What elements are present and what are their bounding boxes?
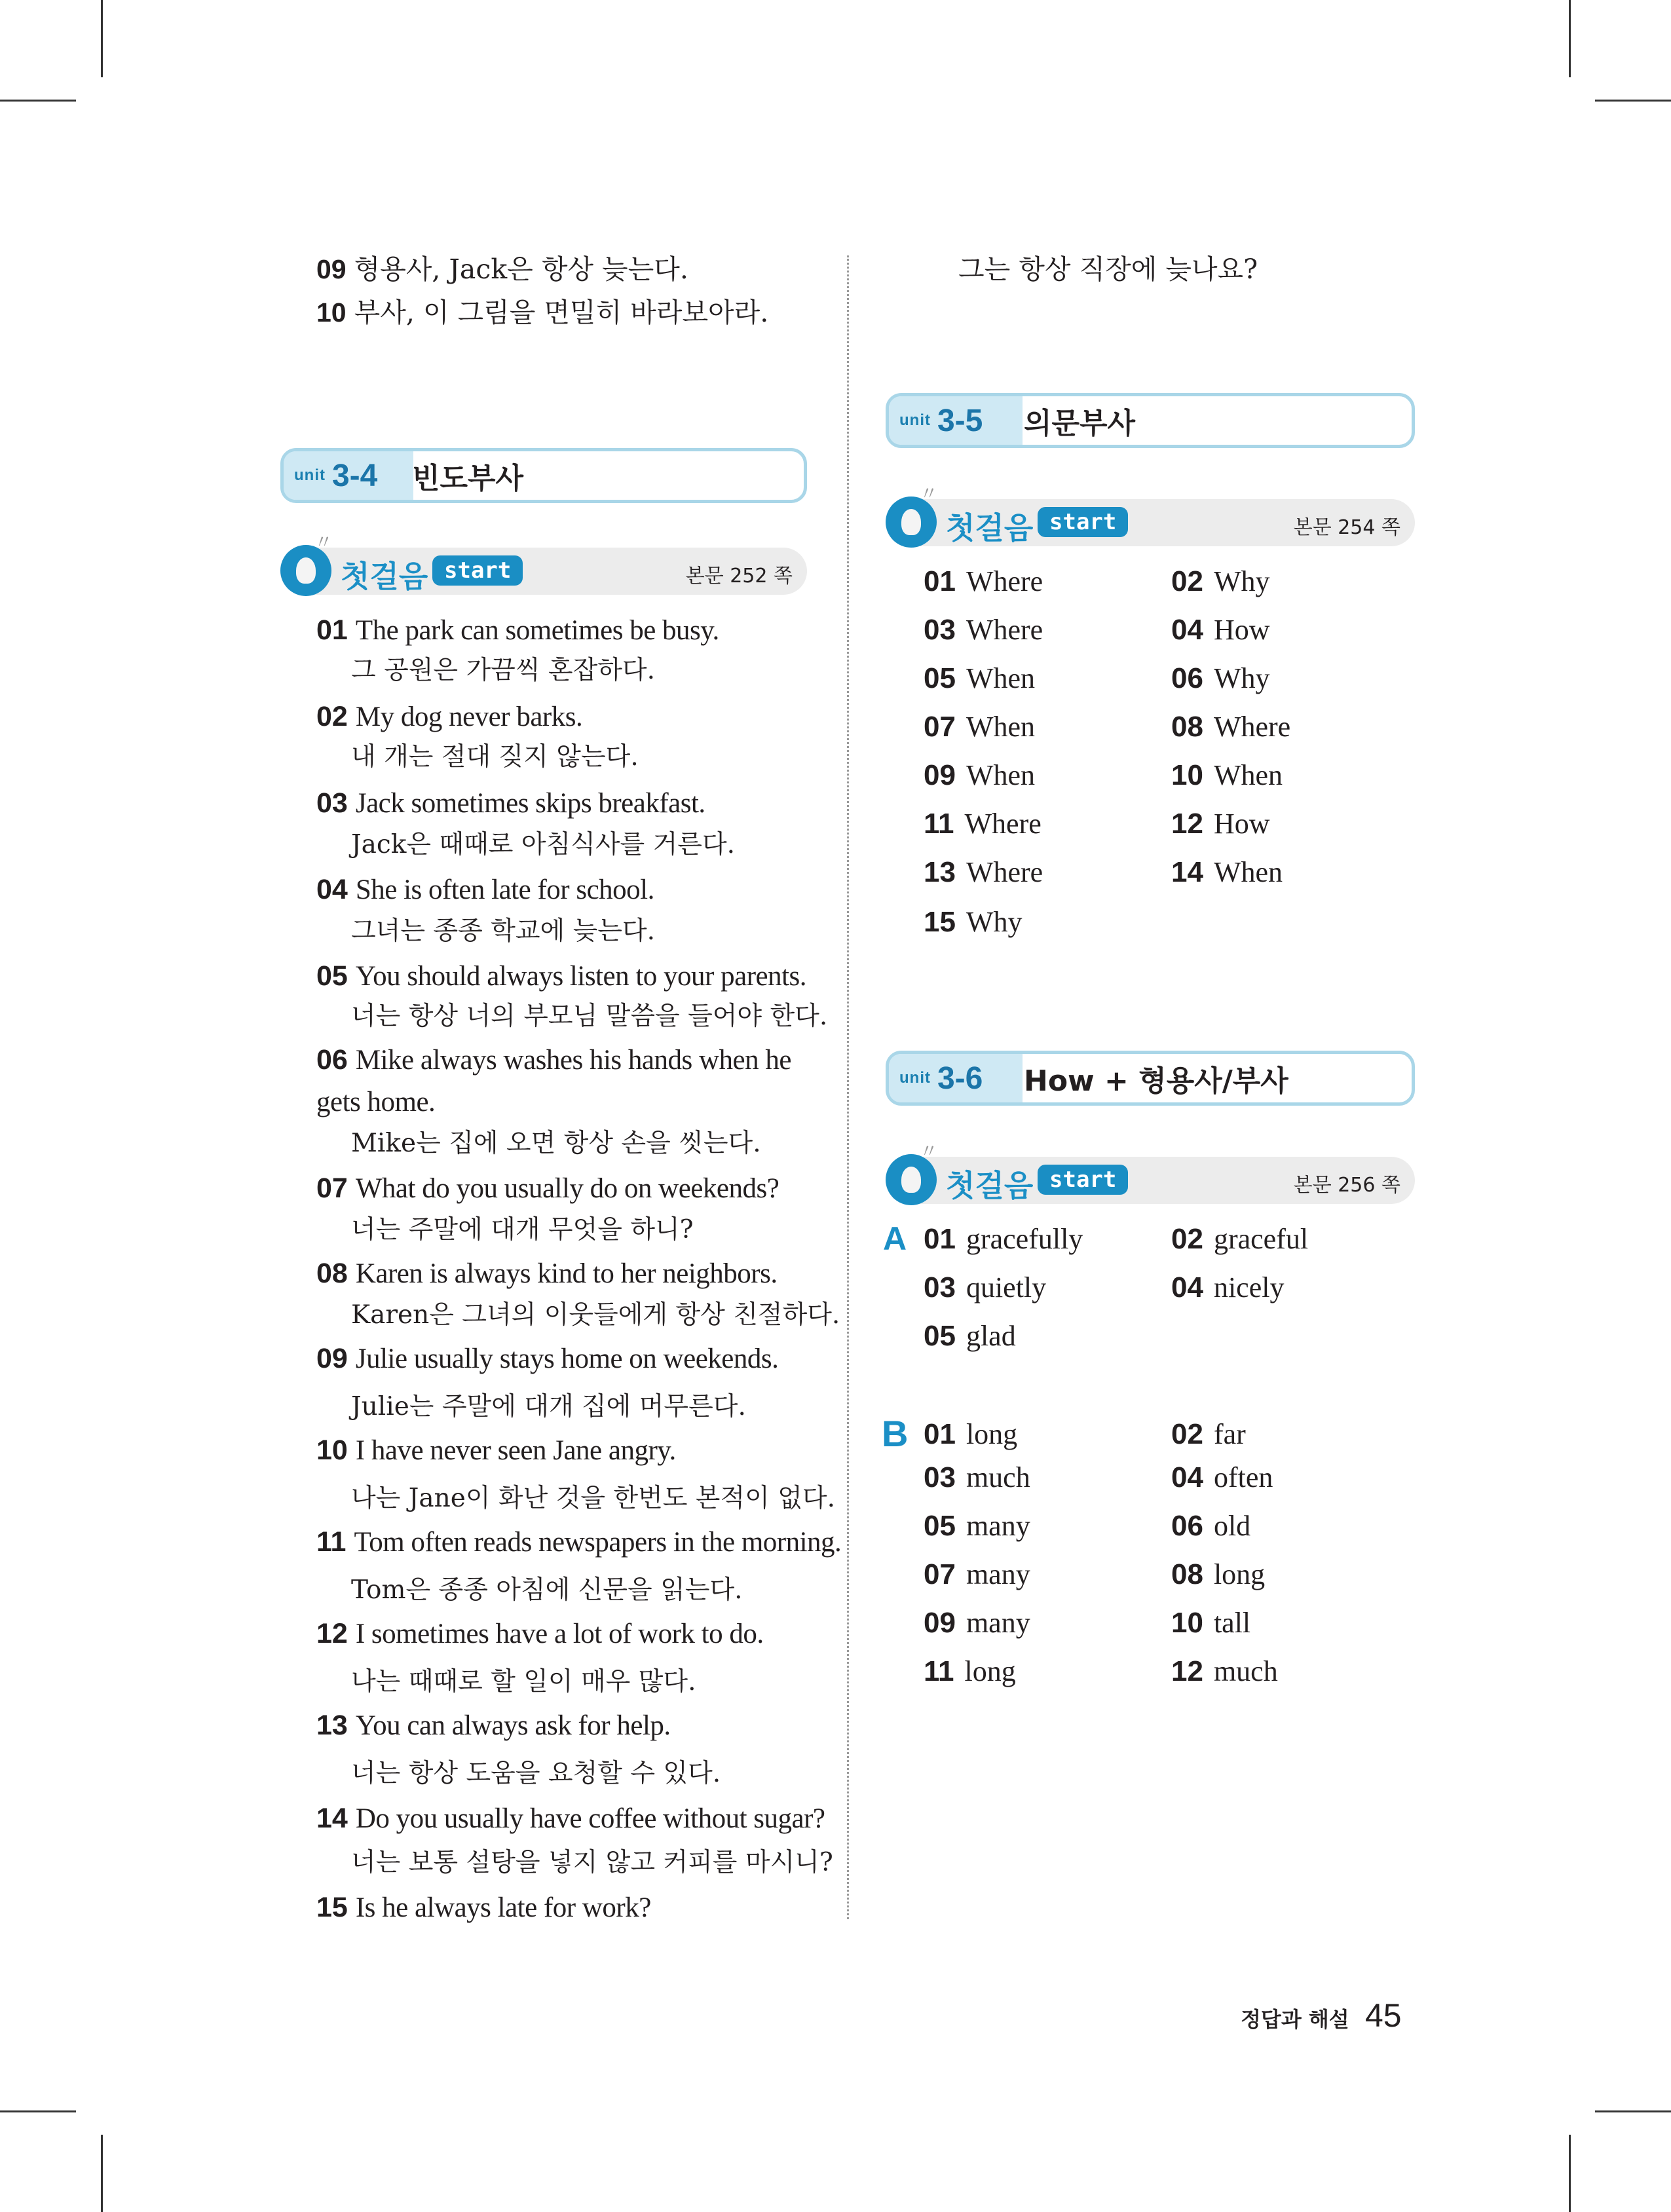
start-label: 첫걸음 (341, 559, 428, 594)
answer-item: 04 often (1171, 1461, 1273, 1493)
answer-item: 09 When (924, 759, 1036, 791)
spark-icon: 〃 (920, 483, 939, 504)
answer-line-cont: gets home. (316, 1087, 436, 1117)
start-bar-3-6 (886, 1140, 1415, 1204)
footer-label: 정답과 해설 (1241, 2007, 1349, 2032)
translation-line: 그녀는 종종 학교에 늦는다. (351, 916, 656, 946)
crop-mark (1569, 2135, 1571, 2212)
translation-line: 내 개는 절대 짖지 않는다. (351, 742, 639, 772)
start-bar-3-4 (280, 531, 807, 595)
answer-line: 06 Mike always washes his hands when he (316, 1044, 791, 1076)
answer-line: 11 Tom often reads newspapers in the morning. (316, 1526, 842, 1558)
page-reference: 본문 256 쪽 (1293, 1174, 1400, 1197)
translation-line: Tom은 종종 아침에 신문을 읽는다. (351, 1575, 743, 1605)
answer-line: 14 Do you usually have coffee without sugar? (316, 1803, 825, 1834)
answer-item: 11 Where (924, 808, 1042, 840)
translation-line: Mike는 집에 오면 항상 손을 씻는다. (351, 1129, 761, 1158)
answer-item: 03 much (924, 1461, 1030, 1493)
page-reference: 본문 254 쪽 (1293, 516, 1400, 539)
unit-header-3-5 (886, 393, 1415, 448)
crop-mark (0, 2110, 76, 2112)
answer-line: 15 Is he always late for work? (316, 1892, 651, 1923)
unit-tab: unit 3-6 (889, 1054, 1023, 1102)
answer-item: 08 long (1171, 1558, 1266, 1590)
translation-line: 너는 주말에 대개 무엇을 하니? (351, 1215, 694, 1245)
answer-line: 13 You can always ask for help. (316, 1710, 671, 1741)
carry-line-right: 그는 항상 직장에 늦나요? (958, 253, 1258, 285)
spark-icon: 〃 (920, 1140, 939, 1162)
answer-item: 10 tall (1171, 1607, 1251, 1639)
answer-line: 07 What do you usually do on weekends? (316, 1172, 779, 1204)
answer-item: 06 old (1171, 1510, 1251, 1542)
crop-mark (1595, 2110, 1671, 2112)
answer-item: 01 long (924, 1418, 1018, 1450)
translation-line: Julie는 주말에 대개 집에 머무른다. (351, 1392, 746, 1421)
unit-tab: unit 3-4 (284, 451, 413, 500)
answer-item: 15 Why (924, 906, 1023, 938)
answer-item: 07 When (924, 711, 1036, 743)
answer-item: 12 How (1171, 808, 1270, 840)
answer-item: 05 many (924, 1510, 1030, 1542)
translation-line: Jack은 때때로 아침식사를 거른다. (351, 830, 736, 859)
crop-mark (1569, 0, 1571, 77)
answer-item: 04 How (1171, 614, 1270, 646)
answer-line: 08 Karen is always kind to her neighbors. (316, 1258, 778, 1289)
crop-mark (0, 100, 76, 102)
translation-line: 그 공원은 가끔씩 혼잡하다. (351, 656, 656, 685)
carry-line: 09 형용사, Jack은 항상 늦는다. (316, 253, 688, 285)
answer-item: 13 Where (924, 856, 1043, 888)
answer-item: 09 many (924, 1607, 1030, 1639)
unit-title: 빈도부사 (412, 462, 524, 495)
translation-line: 너는 항상 도움을 요청할 수 있다. (351, 1759, 721, 1788)
section-a-label: A (883, 1220, 907, 1257)
answer-item: 03 Where (924, 614, 1043, 646)
spark-icon: 〃 (314, 531, 333, 553)
section-b-label: B (882, 1413, 909, 1454)
start-badge: start (432, 555, 523, 586)
answer-item: 08 Where (1171, 711, 1291, 743)
translation-line: 너는 보통 설탕을 넣지 않고 커피를 마시니? (351, 1848, 833, 1877)
page-reference: 본문 252 쪽 (685, 565, 793, 588)
answer-item: 05 When (924, 662, 1036, 694)
crop-mark (101, 2135, 103, 2212)
answer-item: 10 When (1171, 759, 1283, 791)
answer-item: 02 graceful (1171, 1223, 1309, 1255)
translation-line: 나는 Jane이 화난 것을 한번도 본적이 없다. (351, 1484, 835, 1513)
answer-item: 11 long (924, 1655, 1016, 1687)
answer-item: 01 Where (924, 565, 1043, 597)
unit-header-3-6 (886, 1051, 1415, 1106)
answer-item: 04 nicely (1171, 1271, 1285, 1303)
answer-line: 12 I sometimes have a lot of work to do. (316, 1618, 764, 1649)
answer-item: 03 quietly (924, 1271, 1047, 1303)
crop-mark (1595, 100, 1671, 102)
answer-item: 02 far (1171, 1418, 1246, 1450)
answer-line: 10 I have never seen Jane angry. (316, 1434, 676, 1466)
answer-item: 01 gracefully (924, 1223, 1083, 1255)
answer-item: 05 glad (924, 1320, 1016, 1352)
answer-line: 01 The park can sometimes be busy. (316, 614, 719, 646)
answer-line: 03 Jack sometimes skips breakfast. (316, 787, 705, 819)
answer-item: 12 much (1171, 1655, 1278, 1687)
translation-line: Karen은 그녀의 이웃들에게 항상 친절하다. (351, 1300, 840, 1330)
start-badge: start (1038, 1165, 1128, 1195)
answer-line: 05 You should always listen to your parents. (316, 960, 807, 992)
unit-title: How + 형용사/부사 (1024, 1064, 1288, 1098)
column-divider (847, 255, 849, 1919)
translation-line: 너는 항상 너의 부모님 말씀을 들어야 한다. (351, 1002, 828, 1031)
answer-line: 02 My dog never barks. (316, 701, 583, 732)
unit-header-3-4 (280, 448, 807, 503)
start-label: 첫걸음 (946, 510, 1034, 546)
answer-line: 04 She is often late for school. (316, 874, 654, 905)
start-bar-3-5 (886, 483, 1415, 546)
start-badge: start (1038, 507, 1128, 537)
start-label: 첫걸음 (946, 1168, 1034, 1203)
answer-item: 07 many (924, 1558, 1030, 1590)
answer-item: 14 When (1171, 856, 1283, 888)
page-number: 45 (1365, 1997, 1402, 2034)
answer-item: 02 Why (1171, 565, 1270, 597)
translation-line: 나는 때때로 할 일이 매우 많다. (351, 1667, 696, 1696)
unit-tab: unit 3-5 (889, 396, 1023, 445)
carry-line: 10 부사, 이 그림을 면밀히 바라보아라. (316, 297, 769, 328)
answer-line: 09 Julie usually stays home on weekends. (316, 1343, 779, 1374)
unit-title: 의문부사 (1024, 407, 1136, 440)
answer-item: 06 Why (1171, 662, 1270, 694)
crop-mark (101, 0, 103, 77)
